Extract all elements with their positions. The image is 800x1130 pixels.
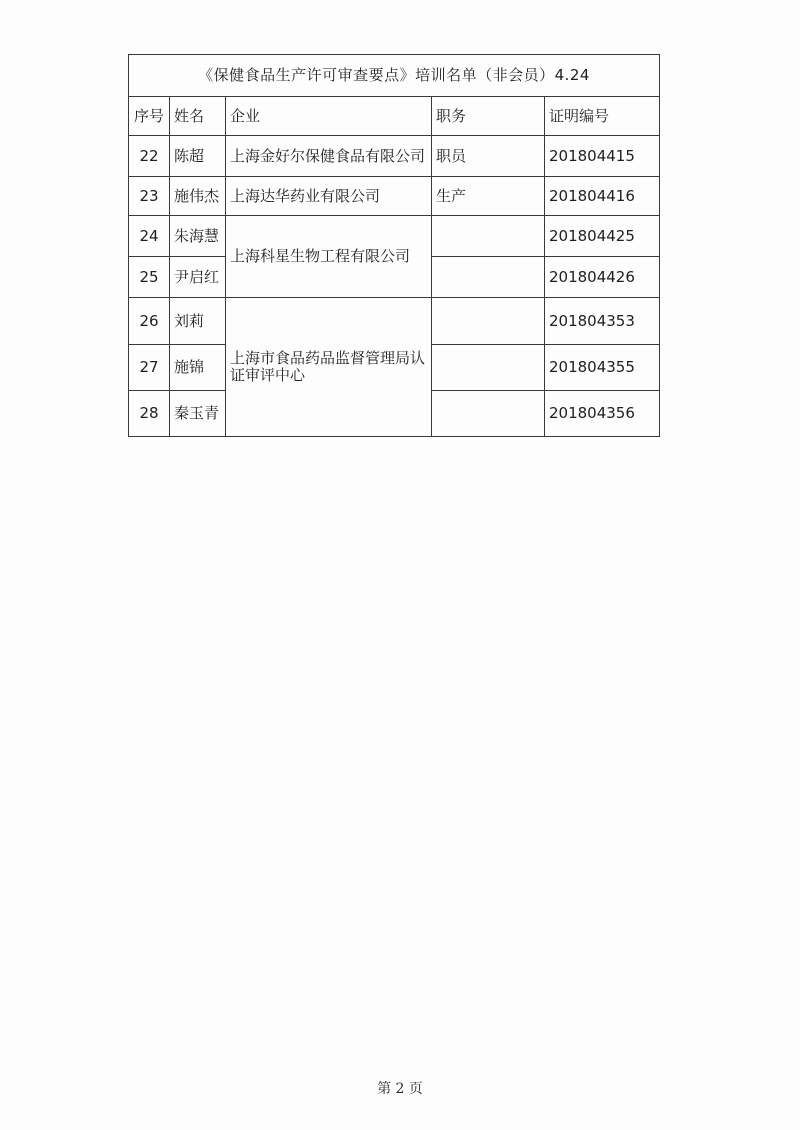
table-row [129, 177, 660, 216]
row-no: 22 [129, 136, 170, 177]
row-position [432, 216, 545, 257]
row-name: 秦玉青 [170, 391, 226, 437]
header-no: 序号 [129, 97, 170, 136]
row-position: 生产 [432, 177, 545, 216]
row-position: 职员 [432, 136, 545, 177]
row-name: 施伟杰 [170, 177, 226, 216]
header-company: 企业 [226, 97, 432, 136]
row-cert: 201804426 [545, 257, 660, 298]
row-no: 26 [129, 298, 170, 345]
row-name: 施锦 [170, 345, 226, 391]
row-name: 尹启红 [170, 257, 226, 298]
row-cert: 201804416 [545, 177, 660, 216]
row-cert: 201804355 [545, 345, 660, 391]
row-no: 24 [129, 216, 170, 257]
row-name: 陈超 [170, 136, 226, 177]
row-name: 刘莉 [170, 298, 226, 345]
row-no: 28 [129, 391, 170, 437]
page-number: 第 2 页 [377, 1081, 423, 1097]
row-cert: 201804353 [545, 298, 660, 345]
row-position [432, 257, 545, 298]
header-cert: 证明编号 [545, 97, 660, 136]
row-company: 上海达华药业有限公司 [226, 177, 432, 216]
row-no: 23 [129, 177, 170, 216]
row-position [432, 345, 545, 391]
row-position [432, 298, 545, 345]
row-company: 上海市食品药品监督管理局认证审评中心 [226, 298, 432, 437]
header-name: 姓名 [170, 97, 226, 136]
row-name: 朱海慧 [170, 216, 226, 257]
table-row [129, 216, 660, 257]
row-company: 上海金好尔保健食品有限公司 [226, 136, 432, 177]
table-title: 《保健食品生产许可审查要点》培训名单（非会员）4.24 [129, 55, 660, 97]
table-row [129, 136, 660, 177]
row-no: 25 [129, 257, 170, 298]
row-cert: 201804425 [545, 216, 660, 257]
row-cert: 201804415 [545, 136, 660, 177]
table-row [129, 298, 660, 345]
header-position: 职务 [432, 97, 545, 136]
row-cert: 201804356 [545, 391, 660, 437]
training-roster-table [128, 54, 660, 437]
row-position [432, 391, 545, 437]
row-company: 上海科星生物工程有限公司 [226, 216, 432, 298]
header-row [129, 97, 660, 136]
row-no: 27 [129, 345, 170, 391]
